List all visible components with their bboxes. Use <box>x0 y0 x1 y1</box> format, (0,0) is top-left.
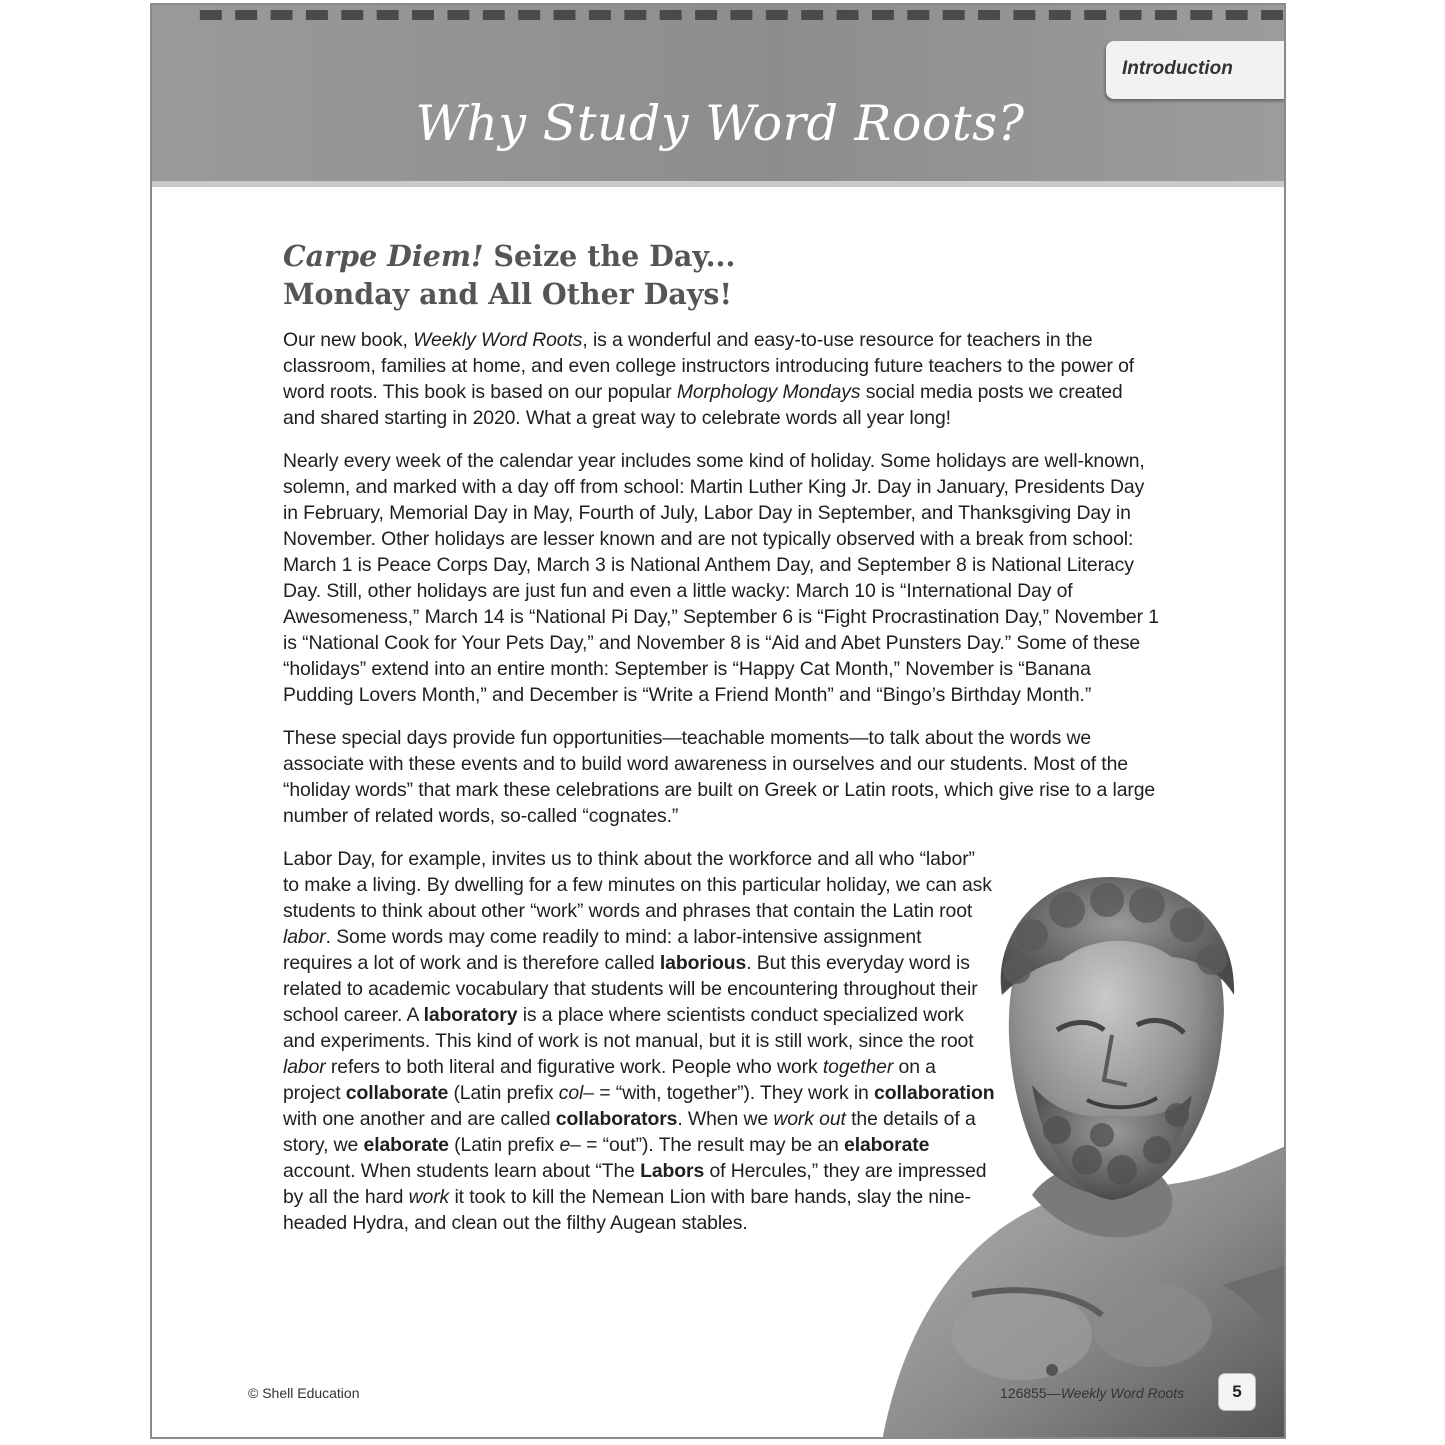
spiral-hole <box>1261 10 1283 20</box>
page-header-banner <box>152 5 1284 183</box>
spiral-hole <box>200 10 222 20</box>
spiral-hole <box>660 10 682 20</box>
text-run: with one another and are called <box>283 1108 556 1130</box>
text-run: Labor Day, for example, invites us to think about the workforce and all who “labor” to make a living. By dwelling for a few minutes on this particular holiday, we can ask students to think about other “work” words and phrases that contain the Latin root <box>283 848 992 922</box>
spiral-hole <box>341 10 363 20</box>
spiral-hole <box>837 10 859 20</box>
text-run: , is a wonderful and easy-to-use resource for teachers in the classroom, families at home, and even college instructors introducing future teachers to the power of word roots. This book is based on our popular <box>283 329 1135 403</box>
text-run: labor <box>283 1056 326 1078</box>
spiral-binding-marks <box>152 5 1284 23</box>
spiral-hole <box>943 10 965 20</box>
text-run: = “with, together”). They work in <box>593 1082 875 1104</box>
text-run: Labors <box>640 1160 705 1182</box>
spiral-hole <box>1120 10 1142 20</box>
spiral-hole <box>801 10 823 20</box>
text-run: collaborators <box>555 1108 678 1130</box>
heading-line1-rest: Seize the Day... <box>483 239 736 273</box>
text-run: collaborate <box>345 1082 449 1104</box>
paragraph-holidays <box>283 448 1163 708</box>
text-run: e– <box>559 1134 581 1156</box>
section-tab <box>1106 41 1286 99</box>
paragraph-intro <box>283 327 1143 431</box>
spiral-hole <box>235 10 257 20</box>
spiral-hole <box>1190 10 1212 20</box>
text-run: on a project <box>283 1056 936 1104</box>
spiral-hole <box>306 10 328 20</box>
text-run: elaborate <box>844 1134 930 1156</box>
text-run: work out <box>773 1108 846 1130</box>
text-run: . When we <box>677 1108 774 1130</box>
text-run: the details of a story, we <box>283 1108 976 1156</box>
text-run: of Hercules,” they are impressed by all the hard <box>283 1160 987 1208</box>
spiral-hole <box>518 10 540 20</box>
text-run: laborious <box>659 952 747 974</box>
section-tab-label: Introduction <box>1122 58 1233 79</box>
page-number-badge: 5 <box>1218 1373 1256 1411</box>
spiral-hole <box>872 10 894 20</box>
spiral-hole <box>695 10 717 20</box>
footer-product-code: 126855— <box>1000 1385 1061 1401</box>
text-run: labor <box>283 926 326 948</box>
spiral-hole <box>624 10 646 20</box>
spiral-hole <box>412 10 434 20</box>
spiral-hole <box>1226 10 1248 20</box>
spiral-hole <box>447 10 469 20</box>
hercules-statue-image <box>842 865 1286 1439</box>
text-run: . But this everyday word is related to academic vocabulary that students will be encountering throughout their school career. A <box>283 952 978 1026</box>
spiral-hole <box>907 10 929 20</box>
text-run: Morphology Mondays <box>676 381 861 403</box>
section-heading <box>283 237 1163 313</box>
heading-latin-phrase: Carpe Diem! <box>283 239 484 273</box>
spiral-hole <box>1049 10 1071 20</box>
text-run: (Latin prefix <box>448 1082 559 1104</box>
text-run: Our new book, <box>283 329 414 351</box>
text-run: refers to both literal and figurative work. People who work <box>325 1056 823 1078</box>
spiral-hole <box>730 10 752 20</box>
text-run: Weekly Word Roots <box>413 329 583 351</box>
spiral-hole <box>766 10 788 20</box>
heading-line2: Monday and All Other Days! <box>283 277 732 311</box>
spiral-hole <box>1084 10 1106 20</box>
footer-book-id <box>1000 1385 1184 1401</box>
text-run: = “out”). The result may be an <box>580 1134 845 1156</box>
text-run: laboratory <box>423 1004 518 1026</box>
text-run: . Some words may come readily to mind: a labor-intensive assignment requires a lot of work and is therefore called <box>283 926 922 974</box>
text-run: work <box>408 1186 450 1208</box>
spiral-hole <box>978 10 1000 20</box>
spiral-hole <box>271 10 293 20</box>
text-run: (Latin prefix <box>448 1134 560 1156</box>
text-run: social media posts we created and shared starting in 2020. What a great way to celebrate words all year long! <box>283 381 1123 429</box>
spiral-hole <box>483 10 505 20</box>
spiral-hole <box>377 10 399 20</box>
text-run: account. When students learn about “The <box>283 1160 641 1182</box>
footer-book-title: Weekly Word Roots <box>1060 1385 1185 1401</box>
spiral-hole <box>589 10 611 20</box>
text-run: col– <box>558 1082 594 1104</box>
spiral-hole <box>1155 10 1177 20</box>
footer-copyright: © Shell Education <box>248 1385 360 1401</box>
book-page <box>150 3 1286 1439</box>
text-run: Nearly every week of the calendar year includes some kind of holiday. Some holidays are well-known, solemn, and marked with a day off from school: Martin Luther King Jr. Day in January, Presidents Day in February, Memorial Day in May, Fourth of July, Labor Day in September, and Thanksgiving Day in November. Other holidays are lesser known and are not typically observed with a break from school: March 1 is Peace Corps Day, March 3 is National Anthem Day, and September 8 is National Literacy Day. Still, other holidays are just fun and even a little wacky: March 10 is “International Day of Awesomeness,” March 14 is “National Pi Day,” September 6 is “Fight Procrastination Day,” November 1 is “National Cook for Your Pets Day,” and November 8 is “Aid and Abet Punsters Day.” Some of these “holidays” extend into an entire month: September is “Happy Cat Month,” November is “Banana Pudding Lovers Month,” and December is “Write a Friend Month” and “Bingo’s Birthday Month.” <box>283 450 1159 706</box>
text-run: is a place where scientists conduct specialized work and experiments. This kind of work is not manual, but it is still work, since the root <box>283 1004 974 1052</box>
text-run: These special days provide fun opportunities—teachable moments—to talk about the words we associate with these events and to build word awareness in ourselves and our students. Most of the “holiday words” that mark these celebrations are built on Greek or Latin roots, which give rise to a large number of related words, so-called “cognates.” <box>283 727 1156 827</box>
header-divider <box>152 181 1284 187</box>
text-run: elaborate <box>363 1134 449 1156</box>
paragraph-special-days <box>283 725 1163 829</box>
text-run: it took to kill the Nemean Lion with bare hands, slay the nine-headed Hydra, and clean out the filthy Augean stables. <box>283 1186 971 1234</box>
text-run: together <box>822 1056 894 1078</box>
page-title: Why Study Word Roots? <box>415 95 1025 152</box>
spiral-hole <box>1013 10 1035 20</box>
text-run: collaboration <box>874 1082 995 1104</box>
spiral-hole <box>554 10 576 20</box>
